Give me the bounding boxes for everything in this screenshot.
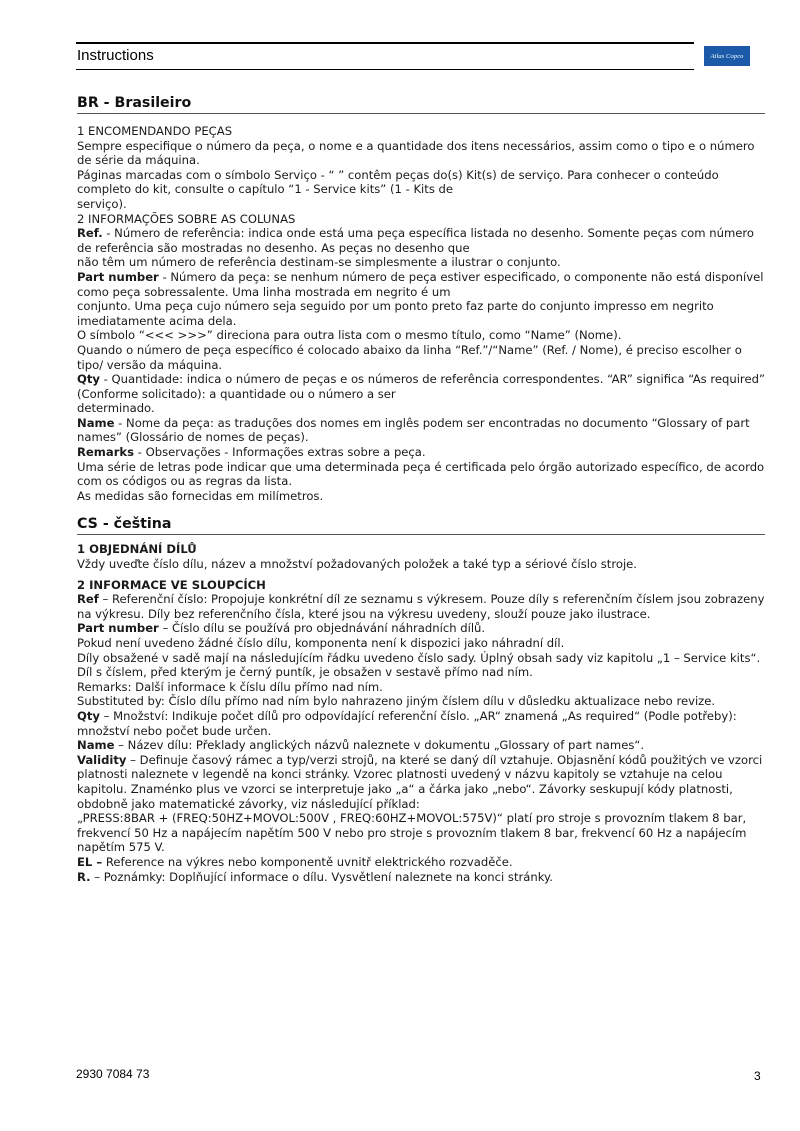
cs-r-entry — [77, 870, 765, 885]
br-qty-text: - Quantidade: indica o número de peças e os números de referência correspondentes. “AR” significa “As required” (Conforme solicitado): a quantidade ou o número a ser — [77, 372, 765, 401]
cs-el-text: Reference na výkres nebo komponentě uvnitř elektrického rozvaděče. — [102, 854, 513, 869]
cs-paragraph: Díl s číslem, před kterým je černý puntík, je obsažen v sestavě přímo nad ním. — [77, 665, 533, 680]
cs-qty-text: – Množství: Indikuje počet dílů pro odpovídající referenční číslo. „AR“ znamená „As required“ (Podle potřeby): množství nebo počet bude určen. — [77, 708, 737, 738]
cs-validity-label: Validity — [77, 752, 127, 767]
page-header — [76, 42, 696, 72]
section-body-br — [77, 124, 765, 503]
cs-ref-text: – Referenční číslo: Propojuje konkrétní díl ze seznamu s výkresem. Pouze díly s referenčním číslem jsou zobrazeny na výkresu. Díly bez referenčního čísla, které jsou na výkresu uvedeny, slouží pouze jako ilustrace. — [77, 592, 765, 621]
br-pn-label: Part number — [77, 269, 159, 284]
header-rule-bottom — [76, 69, 694, 70]
br-paragraph: Páginas marcadas com o símbolo Serviço - “ ” contêm peças do(s) Kit(s) de serviço. Para conhecer o conteúdo completo do kit, consulte o capítulo “1 - Service kits” (1 - Kits de — [77, 167, 719, 197]
br-paragraph: serviço). — [77, 196, 127, 211]
section-heading-br: BR - Brasileiro — [77, 94, 765, 114]
br-qty-label: Qty — [77, 372, 100, 387]
cs-r-text: – Poznámky: Doplňující informace o dílu. Vysvětlení naleznete na konci stránky. — [90, 869, 553, 884]
br-paragraph: Quando o número de peça específico é colocado abaixo da linha “Ref.”/“Name” (Ref. / Nome), é preciso escolher o tipo/ versão da máquina. — [77, 342, 742, 372]
cs-subheading: 1 OBJEDNÁNÍ DÍLŮ — [77, 542, 197, 557]
br-paragraph: As medidas são fornecidas em milímetros. — [77, 488, 324, 503]
section-body-cs — [77, 542, 765, 884]
cs-qty-label: Qty — [77, 708, 100, 723]
br-paragraph: Sempre especifique o número da peça, o nome e a quantidade dos itens necessários, assim como o tipo e o número de série da máquina. — [77, 138, 755, 168]
cs-paragraph: Díly obsažené v sadě mají na následujícím řádku uvedeno číslo sady. Úplný obsah sady viz kapitolu „1 – Service kits“. — [77, 650, 761, 665]
cs-qty-entry — [77, 709, 765, 738]
section-heading-cs: CS - čeština — [77, 515, 765, 535]
br-paragraph: O símbolo “<<< >>>” direciona para outra lista com o mesmo título, como “Name” (Nome). — [77, 328, 622, 343]
br-name-label: Name — [77, 415, 115, 430]
br-remarks-text: - Observações - Informações extras sobre a peça. — [134, 445, 426, 460]
br-paragraph: conjunto. Uma peça cujo número seja seguido por um ponto preto faz parte do conjunto impresso em negrito imediatamente acima dela. — [77, 299, 714, 328]
cs-r-label: R. — [77, 869, 91, 884]
br-paragraph: 1 ENCOMENDANDO PEÇAS — [77, 124, 233, 138]
cs-validity-text: – Definuje časový rámec a typ/verzi strojů, na které se daný díl vztahuje. Objasnění kódů použitých ve vzorci platnosti naleznete v legendě na konci stránky. Vzorec platnosti uvedený v názvu kapitoly se vztahuje na celou kapitolu. Znaménko plus ve vzorci se interpretuje jako „a“ a čárka jako „nebo“. Závorky seskupují kódy platnosti, obdobně jako matematické závorky, viz následující příklad: — [77, 752, 763, 811]
br-remarks-entry — [77, 445, 765, 460]
br-pn-entry — [77, 270, 765, 299]
cs-ref-label: Ref — [77, 592, 99, 607]
br-paragraph: não têm um número de referência destinam-se simplesmente a ilustrar o conjunto. — [77, 255, 561, 270]
cs-paragraph: Vždy uveďte číslo dílu, název a množství požadovaných položek a také typ a sériové číslo stroje. — [77, 557, 637, 572]
cs-pn-entry — [77, 621, 765, 636]
br-ref-label: Ref. — [77, 226, 103, 241]
cs-ref-entry — [77, 592, 765, 621]
document-number: 2930 7084 73 — [76, 1067, 150, 1081]
cs-name-entry — [77, 738, 765, 753]
page-content — [77, 94, 765, 884]
br-paragraph: 2 INFORMAÇÕES SOBRE AS COLUNAS — [77, 211, 296, 226]
cs-name-text: – Název dílu: Překlady anglických názvů naleznete v dokumentu „Glossary of part names“. — [114, 738, 645, 753]
atlas-copco-logo: Atlas Copco — [704, 46, 750, 66]
cs-subheading: 2 INFORMACE VE SLOUPCÍCH — [77, 577, 266, 592]
br-paragraph: Uma série de letras pode indicar que uma determinada peça é certificada pelo órgão autorizado específico, de acordo com os códigos ou as regras da lista. — [77, 459, 765, 489]
cs-paragraph: „PRESS:8BAR + (FREQ:50HZ+MOVOL:500V , FREQ:60HZ+MOVOL:575V)“ platí pro stroje s provozním tlakem 8 bar, frekvencí 50 Hz a napájecím napětím 500 V nebo pro stroje s provozním tlakem 8 bar, frekvencí 60 Hz a napájecím napětím 575 V. — [77, 811, 747, 855]
page-title: Instructions — [77, 47, 154, 64]
br-qty-entry — [77, 372, 765, 401]
cs-paragraph: Pokud není uvedeno žádné číslo dílu, komponenta není k dispozici jako náhradní díl. — [77, 636, 565, 650]
br-name-text: - Nome da peça: as traduções dos nomes em inglês podem ser encontradas no documento “Glossary of part names” (Glossário de nomes de peças). — [77, 415, 750, 445]
cs-name-label: Name — [77, 738, 115, 753]
br-paragraph: determinado. — [77, 401, 155, 416]
cs-validity-entry — [77, 753, 765, 811]
header-rule-top — [76, 42, 694, 44]
cs-el-entry — [77, 855, 765, 870]
cs-el-label: EL – — [77, 854, 103, 869]
cs-pn-text: – Číslo dílu se používá pro objednávání náhradních dílů. — [158, 621, 486, 636]
page-number: 3 — [754, 1069, 761, 1083]
cs-paragraph: Substituted by: Číslo dílu přímo nad ním bylo nahrazeno jiným číslem dílu v důsledku aktualizace nebo revize. — [77, 694, 716, 709]
br-ref-text: - Número de referência: indica onde está uma peça específica listada no desenho. Somente peças com número de referência são mostradas no desenho. As peças no desenho que — [77, 226, 754, 255]
cs-pn-label: Part number — [77, 621, 159, 636]
cs-paragraph: Remarks: Další informace k číslu dílu přímo nad ním. — [77, 679, 383, 694]
br-ref-entry — [77, 226, 765, 255]
br-remarks-label: Remarks — [77, 445, 135, 460]
br-name-entry — [77, 416, 765, 445]
br-pn-text: - Número da peça: se nenhum número de peça estiver especificado, o componente não está disponível como peça sobressalente. Uma linha mostrada em negrito é um — [77, 269, 764, 299]
